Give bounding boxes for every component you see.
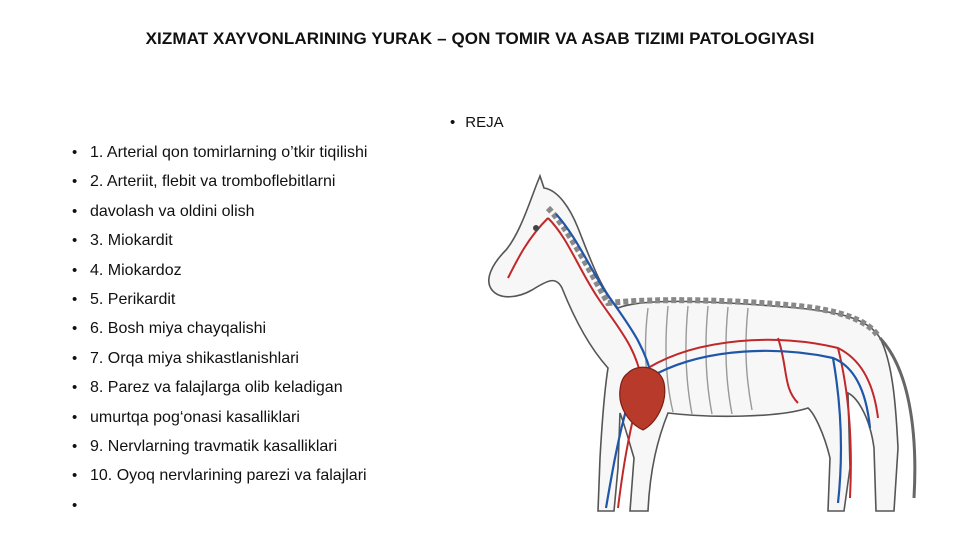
list-item: • davolash va oldini olish <box>72 201 472 230</box>
reja-label: REJA <box>465 114 504 131</box>
bullet-icon: • <box>450 114 456 131</box>
horse-outline <box>489 176 898 511</box>
list-item: • 1. Arterial qon tomirlarning o’tkir tiqilishi <box>72 142 472 171</box>
slide-title: XIZMAT XAYVONLARINING YURAK – QON TOMIR VA ASAB TIZIMI PATOLOGIYASI <box>145 29 815 48</box>
list-item: • 5. Perikardit <box>72 289 472 318</box>
list-item: • 7. Orqa miya shikastlanishlari <box>72 348 472 377</box>
list-item <box>72 495 472 524</box>
list-item: • 8. Parez va falajlarga olib keladigan <box>72 377 472 406</box>
list-item: • umurtqa pog‘onasi kasalliklari <box>72 407 472 436</box>
list-item: • 4. Miokardoz <box>72 260 472 289</box>
list-item: • 9. Nervlarning travmatik kasalliklari <box>72 436 472 465</box>
plan-list <box>72 142 472 524</box>
reja-heading <box>450 114 504 131</box>
list-item: • 10. Oyoq nervlarining parezi va falajlari <box>72 465 472 494</box>
list-item: • 2. Arteriit, flebit va tromboflebitlarni <box>72 171 472 200</box>
horse-eye <box>533 225 539 231</box>
list-item: • 3. Miokardit <box>72 230 472 259</box>
list-item: • 6. Bosh miya chayqalishi <box>72 318 472 347</box>
horse-anatomy-illustration <box>478 168 923 513</box>
